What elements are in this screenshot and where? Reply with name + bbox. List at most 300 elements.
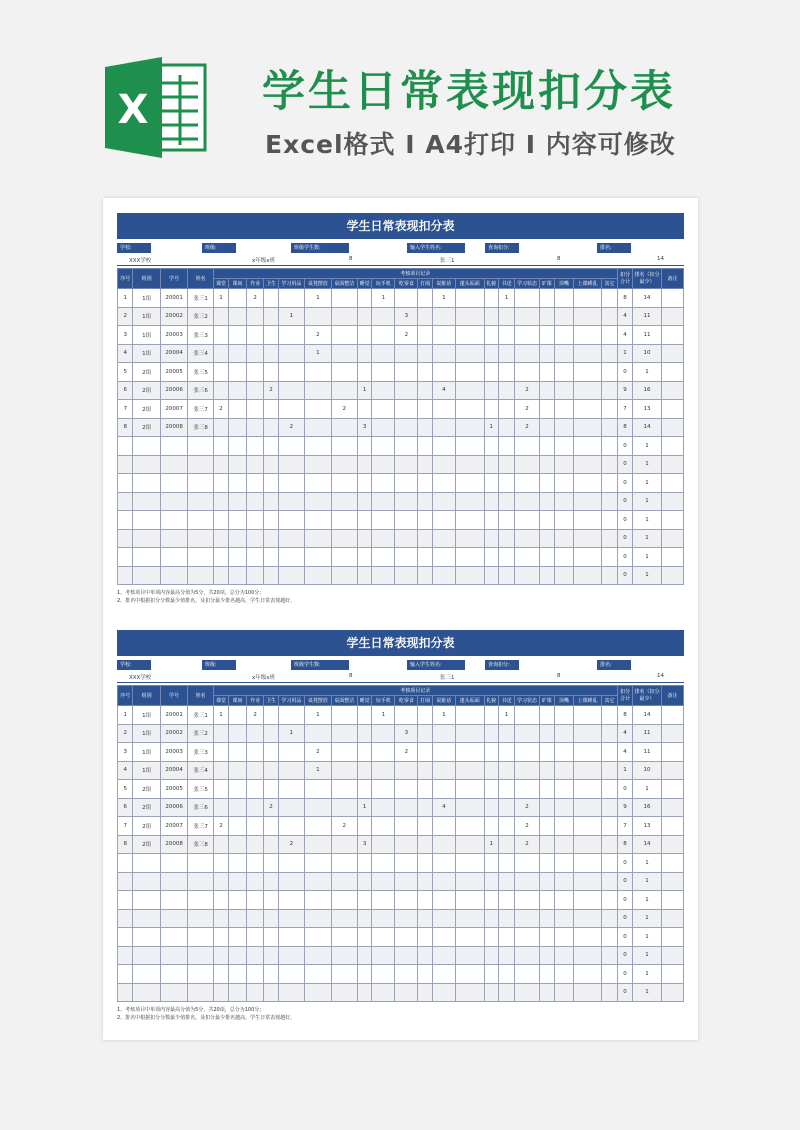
cell-empty[interactable] — [357, 566, 371, 585]
cell-id[interactable]: 20005 — [160, 780, 188, 799]
cell-empty[interactable] — [484, 455, 498, 474]
cell-rank[interactable]: 1 — [633, 780, 662, 799]
cell-rank[interactable]: 1 — [633, 455, 662, 474]
cell-item[interactable] — [602, 780, 618, 799]
cell-item[interactable] — [264, 326, 278, 345]
cell-empty[interactable] — [573, 511, 602, 530]
cell-rank[interactable]: 14 — [633, 418, 662, 437]
cell-item[interactable] — [305, 798, 331, 817]
cell-empty[interactable] — [160, 983, 188, 1002]
cell-rank[interactable]: 11 — [633, 743, 662, 762]
cell-item[interactable] — [602, 798, 618, 817]
cell-rank[interactable]: 14 — [633, 835, 662, 854]
cell-empty[interactable] — [264, 909, 278, 928]
cell-empty[interactable] — [229, 872, 247, 891]
cell-empty[interactable] — [455, 854, 484, 873]
cell-item[interactable] — [573, 400, 602, 419]
info-value-class[interactable]: x年级x班 — [252, 675, 276, 681]
cell-empty[interactable] — [418, 872, 432, 891]
cell-total[interactable]: 0 — [617, 492, 632, 511]
cell-empty[interactable] — [278, 872, 304, 891]
cell-item[interactable] — [418, 289, 432, 308]
cell-empty[interactable] — [278, 437, 304, 456]
cell-empty[interactable] — [357, 965, 371, 984]
cell-empty[interactable] — [432, 566, 455, 585]
cell-empty[interactable] — [484, 492, 498, 511]
cell-item[interactable] — [278, 344, 304, 363]
cell-item[interactable] — [455, 780, 484, 799]
cell-empty[interactable] — [395, 474, 418, 493]
cell-item[interactable] — [331, 307, 357, 326]
cell-item[interactable] — [432, 724, 455, 743]
cell-empty[interactable] — [418, 511, 432, 530]
cell-empty[interactable] — [246, 891, 264, 910]
cell-remark[interactable] — [661, 326, 683, 345]
cell-empty[interactable] — [331, 492, 357, 511]
info-value-query[interactable]: 8 — [557, 673, 561, 679]
cell-empty[interactable] — [229, 455, 247, 474]
cell-empty[interactable] — [455, 511, 484, 530]
cell-empty[interactable] — [539, 548, 554, 567]
cell-total[interactable]: 0 — [617, 437, 632, 456]
cell-item[interactable] — [264, 706, 278, 725]
cell-item[interactable] — [213, 418, 228, 437]
info-value-input[interactable]: 张三1 — [440, 675, 455, 681]
cell-item[interactable] — [229, 307, 247, 326]
cell-item[interactable]: 1 — [372, 706, 395, 725]
cell-total[interactable]: 0 — [617, 983, 632, 1002]
cell-group[interactable]: 1组 — [133, 761, 161, 780]
cell-empty[interactable] — [133, 548, 161, 567]
cell-empty[interactable] — [539, 928, 554, 947]
cell-item[interactable] — [305, 363, 331, 382]
cell-seq[interactable]: 7 — [118, 400, 133, 419]
cell-item[interactable]: 2 — [395, 743, 418, 762]
cell-empty[interactable] — [264, 566, 278, 585]
cell-item[interactable]: 1 — [372, 289, 395, 308]
cell-empty[interactable] — [213, 455, 228, 474]
cell-item[interactable] — [331, 363, 357, 382]
cell-empty[interactable] — [418, 529, 432, 548]
cell-empty[interactable] — [418, 455, 432, 474]
cell-empty[interactable] — [498, 455, 515, 474]
cell-item[interactable]: 4 — [432, 798, 455, 817]
cell-item[interactable] — [331, 780, 357, 799]
cell-item[interactable] — [498, 761, 515, 780]
cell-empty[interactable] — [133, 566, 161, 585]
cell-empty[interactable] — [357, 529, 371, 548]
cell-empty[interactable] — [455, 455, 484, 474]
cell-empty[interactable] — [432, 548, 455, 567]
cell-empty[interactable] — [372, 946, 395, 965]
cell-empty[interactable] — [213, 854, 228, 873]
cell-empty[interactable] — [118, 909, 133, 928]
cell-empty[interactable] — [305, 566, 331, 585]
cell-empty[interactable] — [331, 854, 357, 873]
cell-seq[interactable]: 7 — [118, 817, 133, 836]
cell-empty[interactable] — [539, 474, 554, 493]
cell-remark[interactable] — [661, 872, 683, 891]
cell-empty[interactable] — [229, 529, 247, 548]
cell-seq[interactable]: 1 — [118, 706, 133, 725]
cell-empty[interactable] — [432, 474, 455, 493]
cell-empty[interactable] — [554, 566, 573, 585]
cell-item[interactable] — [357, 724, 371, 743]
cell-empty[interactable] — [554, 909, 573, 928]
cell-empty[interactable] — [118, 928, 133, 947]
cell-item[interactable] — [213, 835, 228, 854]
cell-empty[interactable] — [484, 965, 498, 984]
cell-item[interactable] — [515, 743, 539, 762]
cell-group[interactable]: 2组 — [133, 363, 161, 382]
cell-empty[interactable] — [264, 965, 278, 984]
cell-rank[interactable]: 1 — [633, 566, 662, 585]
cell-empty[interactable] — [188, 928, 213, 947]
cell-group[interactable]: 2组 — [133, 381, 161, 400]
cell-rank[interactable]: 1 — [633, 511, 662, 530]
cell-item[interactable] — [331, 381, 357, 400]
cell-empty[interactable] — [278, 566, 304, 585]
cell-item[interactable] — [455, 835, 484, 854]
cell-empty[interactable] — [118, 891, 133, 910]
cell-total[interactable]: 4 — [617, 743, 632, 762]
cell-item[interactable]: 2 — [331, 400, 357, 419]
cell-empty[interactable] — [264, 492, 278, 511]
cell-item[interactable] — [213, 363, 228, 382]
cell-item[interactable] — [455, 706, 484, 725]
cell-item[interactable] — [278, 780, 304, 799]
cell-empty[interactable] — [357, 474, 371, 493]
cell-empty[interactable] — [372, 529, 395, 548]
cell-item[interactable] — [515, 780, 539, 799]
cell-remark[interactable] — [661, 854, 683, 873]
cell-item[interactable] — [602, 835, 618, 854]
cell-empty[interactable] — [160, 965, 188, 984]
cell-empty[interactable] — [395, 872, 418, 891]
cell-empty[interactable] — [498, 854, 515, 873]
cell-item[interactable] — [539, 798, 554, 817]
cell-item[interactable]: 3 — [395, 724, 418, 743]
cell-item[interactable] — [264, 289, 278, 308]
cell-empty[interactable] — [160, 891, 188, 910]
cell-group[interactable]: 1组 — [133, 289, 161, 308]
cell-empty[interactable] — [331, 566, 357, 585]
cell-empty[interactable] — [372, 928, 395, 947]
cell-item[interactable]: 2 — [515, 418, 539, 437]
cell-empty[interactable] — [418, 928, 432, 947]
cell-empty[interactable] — [213, 946, 228, 965]
cell-item[interactable] — [418, 798, 432, 817]
cell-total[interactable]: 4 — [617, 326, 632, 345]
cell-item[interactable]: 1 — [278, 724, 304, 743]
cell-empty[interactable] — [602, 474, 618, 493]
cell-empty[interactable] — [133, 891, 161, 910]
cell-empty[interactable] — [372, 511, 395, 530]
cell-empty[interactable] — [246, 492, 264, 511]
cell-empty[interactable] — [133, 437, 161, 456]
cell-item[interactable] — [278, 817, 304, 836]
cell-item[interactable] — [455, 400, 484, 419]
cell-item[interactable] — [418, 706, 432, 725]
cell-item[interactable] — [331, 798, 357, 817]
cell-rank[interactable]: 1 — [633, 983, 662, 1002]
cell-item[interactable]: 2 — [515, 817, 539, 836]
cell-item[interactable] — [278, 761, 304, 780]
cell-item[interactable] — [229, 344, 247, 363]
cell-empty[interactable] — [515, 474, 539, 493]
cell-empty[interactable] — [357, 872, 371, 891]
cell-empty[interactable] — [118, 529, 133, 548]
cell-remark[interactable] — [661, 289, 683, 308]
cell-empty[interactable] — [188, 474, 213, 493]
cell-empty[interactable] — [213, 492, 228, 511]
cell-item[interactable] — [278, 798, 304, 817]
cell-item[interactable]: 1 — [498, 289, 515, 308]
cell-item[interactable] — [372, 363, 395, 382]
cell-item[interactable] — [432, 780, 455, 799]
cell-empty[interactable] — [372, 891, 395, 910]
cell-empty[interactable] — [395, 455, 418, 474]
cell-item[interactable] — [602, 400, 618, 419]
cell-empty[interactable] — [455, 492, 484, 511]
cell-item[interactable] — [331, 326, 357, 345]
cell-empty[interactable] — [229, 965, 247, 984]
cell-item[interactable] — [264, 344, 278, 363]
cell-empty[interactable] — [331, 965, 357, 984]
cell-id[interactable]: 20002 — [160, 307, 188, 326]
cell-remark[interactable] — [661, 566, 683, 585]
cell-empty[interactable] — [160, 854, 188, 873]
cell-item[interactable] — [498, 363, 515, 382]
cell-group[interactable]: 1组 — [133, 743, 161, 762]
cell-total[interactable]: 8 — [617, 706, 632, 725]
cell-empty[interactable] — [246, 474, 264, 493]
cell-item[interactable] — [573, 798, 602, 817]
cell-rank[interactable]: 13 — [633, 817, 662, 836]
cell-empty[interactable] — [118, 566, 133, 585]
cell-empty[interactable] — [357, 891, 371, 910]
cell-empty[interactable] — [395, 437, 418, 456]
cell-item[interactable] — [484, 381, 498, 400]
cell-empty[interactable] — [455, 872, 484, 891]
cell-empty[interactable] — [498, 909, 515, 928]
cell-remark[interactable] — [661, 706, 683, 725]
cell-item[interactable] — [264, 363, 278, 382]
cell-item[interactable]: 2 — [264, 381, 278, 400]
cell-remark[interactable] — [661, 344, 683, 363]
cell-item[interactable] — [573, 835, 602, 854]
cell-item[interactable] — [539, 344, 554, 363]
cell-item[interactable]: 2 — [305, 326, 331, 345]
cell-item[interactable] — [432, 344, 455, 363]
cell-empty[interactable] — [133, 474, 161, 493]
cell-empty[interactable] — [246, 548, 264, 567]
cell-empty[interactable] — [418, 474, 432, 493]
cell-item[interactable] — [213, 326, 228, 345]
cell-empty[interactable] — [395, 909, 418, 928]
cell-empty[interactable] — [229, 474, 247, 493]
cell-empty[interactable] — [498, 965, 515, 984]
cell-seq[interactable]: 4 — [118, 344, 133, 363]
cell-empty[interactable] — [554, 891, 573, 910]
cell-rank[interactable]: 14 — [633, 289, 662, 308]
cell-empty[interactable] — [213, 511, 228, 530]
cell-empty[interactable] — [331, 983, 357, 1002]
cell-item[interactable] — [229, 400, 247, 419]
cell-empty[interactable] — [602, 928, 618, 947]
cell-empty[interactable] — [331, 946, 357, 965]
cell-item[interactable]: 1 — [432, 289, 455, 308]
cell-empty[interactable] — [213, 548, 228, 567]
cell-item[interactable] — [372, 780, 395, 799]
cell-item[interactable]: 2 — [213, 400, 228, 419]
cell-item[interactable] — [515, 326, 539, 345]
cell-seq[interactable]: 5 — [118, 780, 133, 799]
cell-empty[interactable] — [331, 872, 357, 891]
cell-total[interactable]: 4 — [617, 724, 632, 743]
cell-item[interactable] — [331, 289, 357, 308]
cell-empty[interactable] — [278, 455, 304, 474]
cell-group[interactable]: 1组 — [133, 706, 161, 725]
cell-empty[interactable] — [432, 437, 455, 456]
cell-item[interactable] — [372, 798, 395, 817]
cell-rank[interactable]: 11 — [633, 326, 662, 345]
cell-empty[interactable] — [395, 854, 418, 873]
cell-empty[interactable] — [160, 928, 188, 947]
cell-item[interactable]: 1 — [432, 706, 455, 725]
cell-group[interactable]: 1组 — [133, 344, 161, 363]
cell-empty[interactable] — [160, 474, 188, 493]
cell-empty[interactable] — [305, 854, 331, 873]
cell-group[interactable]: 2组 — [133, 418, 161, 437]
cell-empty[interactable] — [554, 511, 573, 530]
info-value-count[interactable]: 8 — [349, 256, 353, 262]
cell-empty[interactable] — [455, 566, 484, 585]
cell-total[interactable]: 4 — [617, 307, 632, 326]
cell-empty[interactable] — [213, 437, 228, 456]
cell-empty[interactable] — [372, 437, 395, 456]
cell-empty[interactable] — [118, 854, 133, 873]
cell-item[interactable] — [498, 743, 515, 762]
cell-item[interactable] — [602, 344, 618, 363]
cell-empty[interactable] — [133, 455, 161, 474]
cell-empty[interactable] — [418, 891, 432, 910]
cell-empty[interactable] — [160, 548, 188, 567]
cell-empty[interactable] — [515, 872, 539, 891]
cell-empty[interactable] — [264, 511, 278, 530]
cell-rank[interactable]: 1 — [633, 891, 662, 910]
cell-item[interactable] — [246, 418, 264, 437]
cell-item[interactable] — [246, 724, 264, 743]
cell-empty[interactable] — [357, 492, 371, 511]
cell-empty[interactable] — [331, 474, 357, 493]
cell-rank[interactable]: 1 — [633, 946, 662, 965]
cell-empty[interactable] — [602, 909, 618, 928]
cell-item[interactable] — [498, 344, 515, 363]
cell-empty[interactable] — [133, 983, 161, 1002]
cell-id[interactable]: 20001 — [160, 289, 188, 308]
cell-item[interactable]: 2 — [264, 798, 278, 817]
cell-empty[interactable] — [133, 872, 161, 891]
cell-item[interactable]: 4 — [432, 381, 455, 400]
cell-total[interactable]: 0 — [617, 474, 632, 493]
cell-item[interactable] — [484, 743, 498, 762]
cell-empty[interactable] — [160, 437, 188, 456]
cell-item[interactable] — [455, 798, 484, 817]
cell-group[interactable]: 1组 — [133, 326, 161, 345]
cell-item[interactable] — [305, 418, 331, 437]
cell-item[interactable] — [395, 706, 418, 725]
cell-empty[interactable] — [573, 548, 602, 567]
cell-empty[interactable] — [554, 455, 573, 474]
cell-item[interactable] — [246, 400, 264, 419]
cell-empty[interactable] — [305, 492, 331, 511]
cell-empty[interactable] — [278, 529, 304, 548]
cell-seq[interactable]: 4 — [118, 761, 133, 780]
cell-empty[interactable] — [554, 983, 573, 1002]
cell-item[interactable]: 1 — [498, 706, 515, 725]
cell-item[interactable] — [554, 289, 573, 308]
cell-empty[interactable] — [213, 891, 228, 910]
cell-empty[interactable] — [573, 529, 602, 548]
cell-empty[interactable] — [264, 474, 278, 493]
cell-item[interactable] — [246, 307, 264, 326]
cell-item[interactable] — [515, 363, 539, 382]
info-value-input[interactable]: 张三1 — [440, 258, 455, 264]
cell-item[interactable]: 2 — [515, 798, 539, 817]
cell-item[interactable] — [395, 400, 418, 419]
cell-empty[interactable] — [573, 928, 602, 947]
cell-item[interactable] — [602, 363, 618, 382]
cell-empty[interactable] — [188, 437, 213, 456]
cell-total[interactable]: 0 — [617, 363, 632, 382]
cell-item[interactable] — [395, 780, 418, 799]
cell-item[interactable] — [246, 798, 264, 817]
cell-empty[interactable] — [264, 854, 278, 873]
cell-empty[interactable] — [278, 928, 304, 947]
cell-empty[interactable] — [498, 872, 515, 891]
cell-empty[interactable] — [372, 983, 395, 1002]
cell-item[interactable] — [484, 326, 498, 345]
info-value-rank[interactable]: 14 — [657, 256, 664, 262]
cell-empty[interactable] — [264, 455, 278, 474]
cell-empty[interactable] — [372, 872, 395, 891]
cell-rank[interactable]: 1 — [633, 474, 662, 493]
cell-empty[interactable] — [331, 455, 357, 474]
cell-id[interactable]: 20004 — [160, 761, 188, 780]
cell-item[interactable] — [331, 743, 357, 762]
cell-total[interactable]: 0 — [617, 511, 632, 530]
cell-empty[interactable] — [539, 983, 554, 1002]
cell-empty[interactable] — [305, 909, 331, 928]
cell-total[interactable]: 0 — [617, 566, 632, 585]
cell-name[interactable]: 张三4 — [188, 344, 213, 363]
cell-remark[interactable] — [661, 492, 683, 511]
cell-empty[interactable] — [372, 548, 395, 567]
cell-item[interactable] — [515, 307, 539, 326]
cell-empty[interactable] — [188, 872, 213, 891]
cell-empty[interactable] — [573, 474, 602, 493]
cell-empty[interactable] — [515, 492, 539, 511]
cell-item[interactable] — [484, 798, 498, 817]
cell-item[interactable] — [372, 307, 395, 326]
cell-empty[interactable] — [278, 511, 304, 530]
cell-remark[interactable] — [661, 437, 683, 456]
cell-empty[interactable] — [602, 492, 618, 511]
cell-name[interactable]: 张三2 — [188, 724, 213, 743]
cell-item[interactable] — [515, 706, 539, 725]
cell-item[interactable] — [554, 418, 573, 437]
